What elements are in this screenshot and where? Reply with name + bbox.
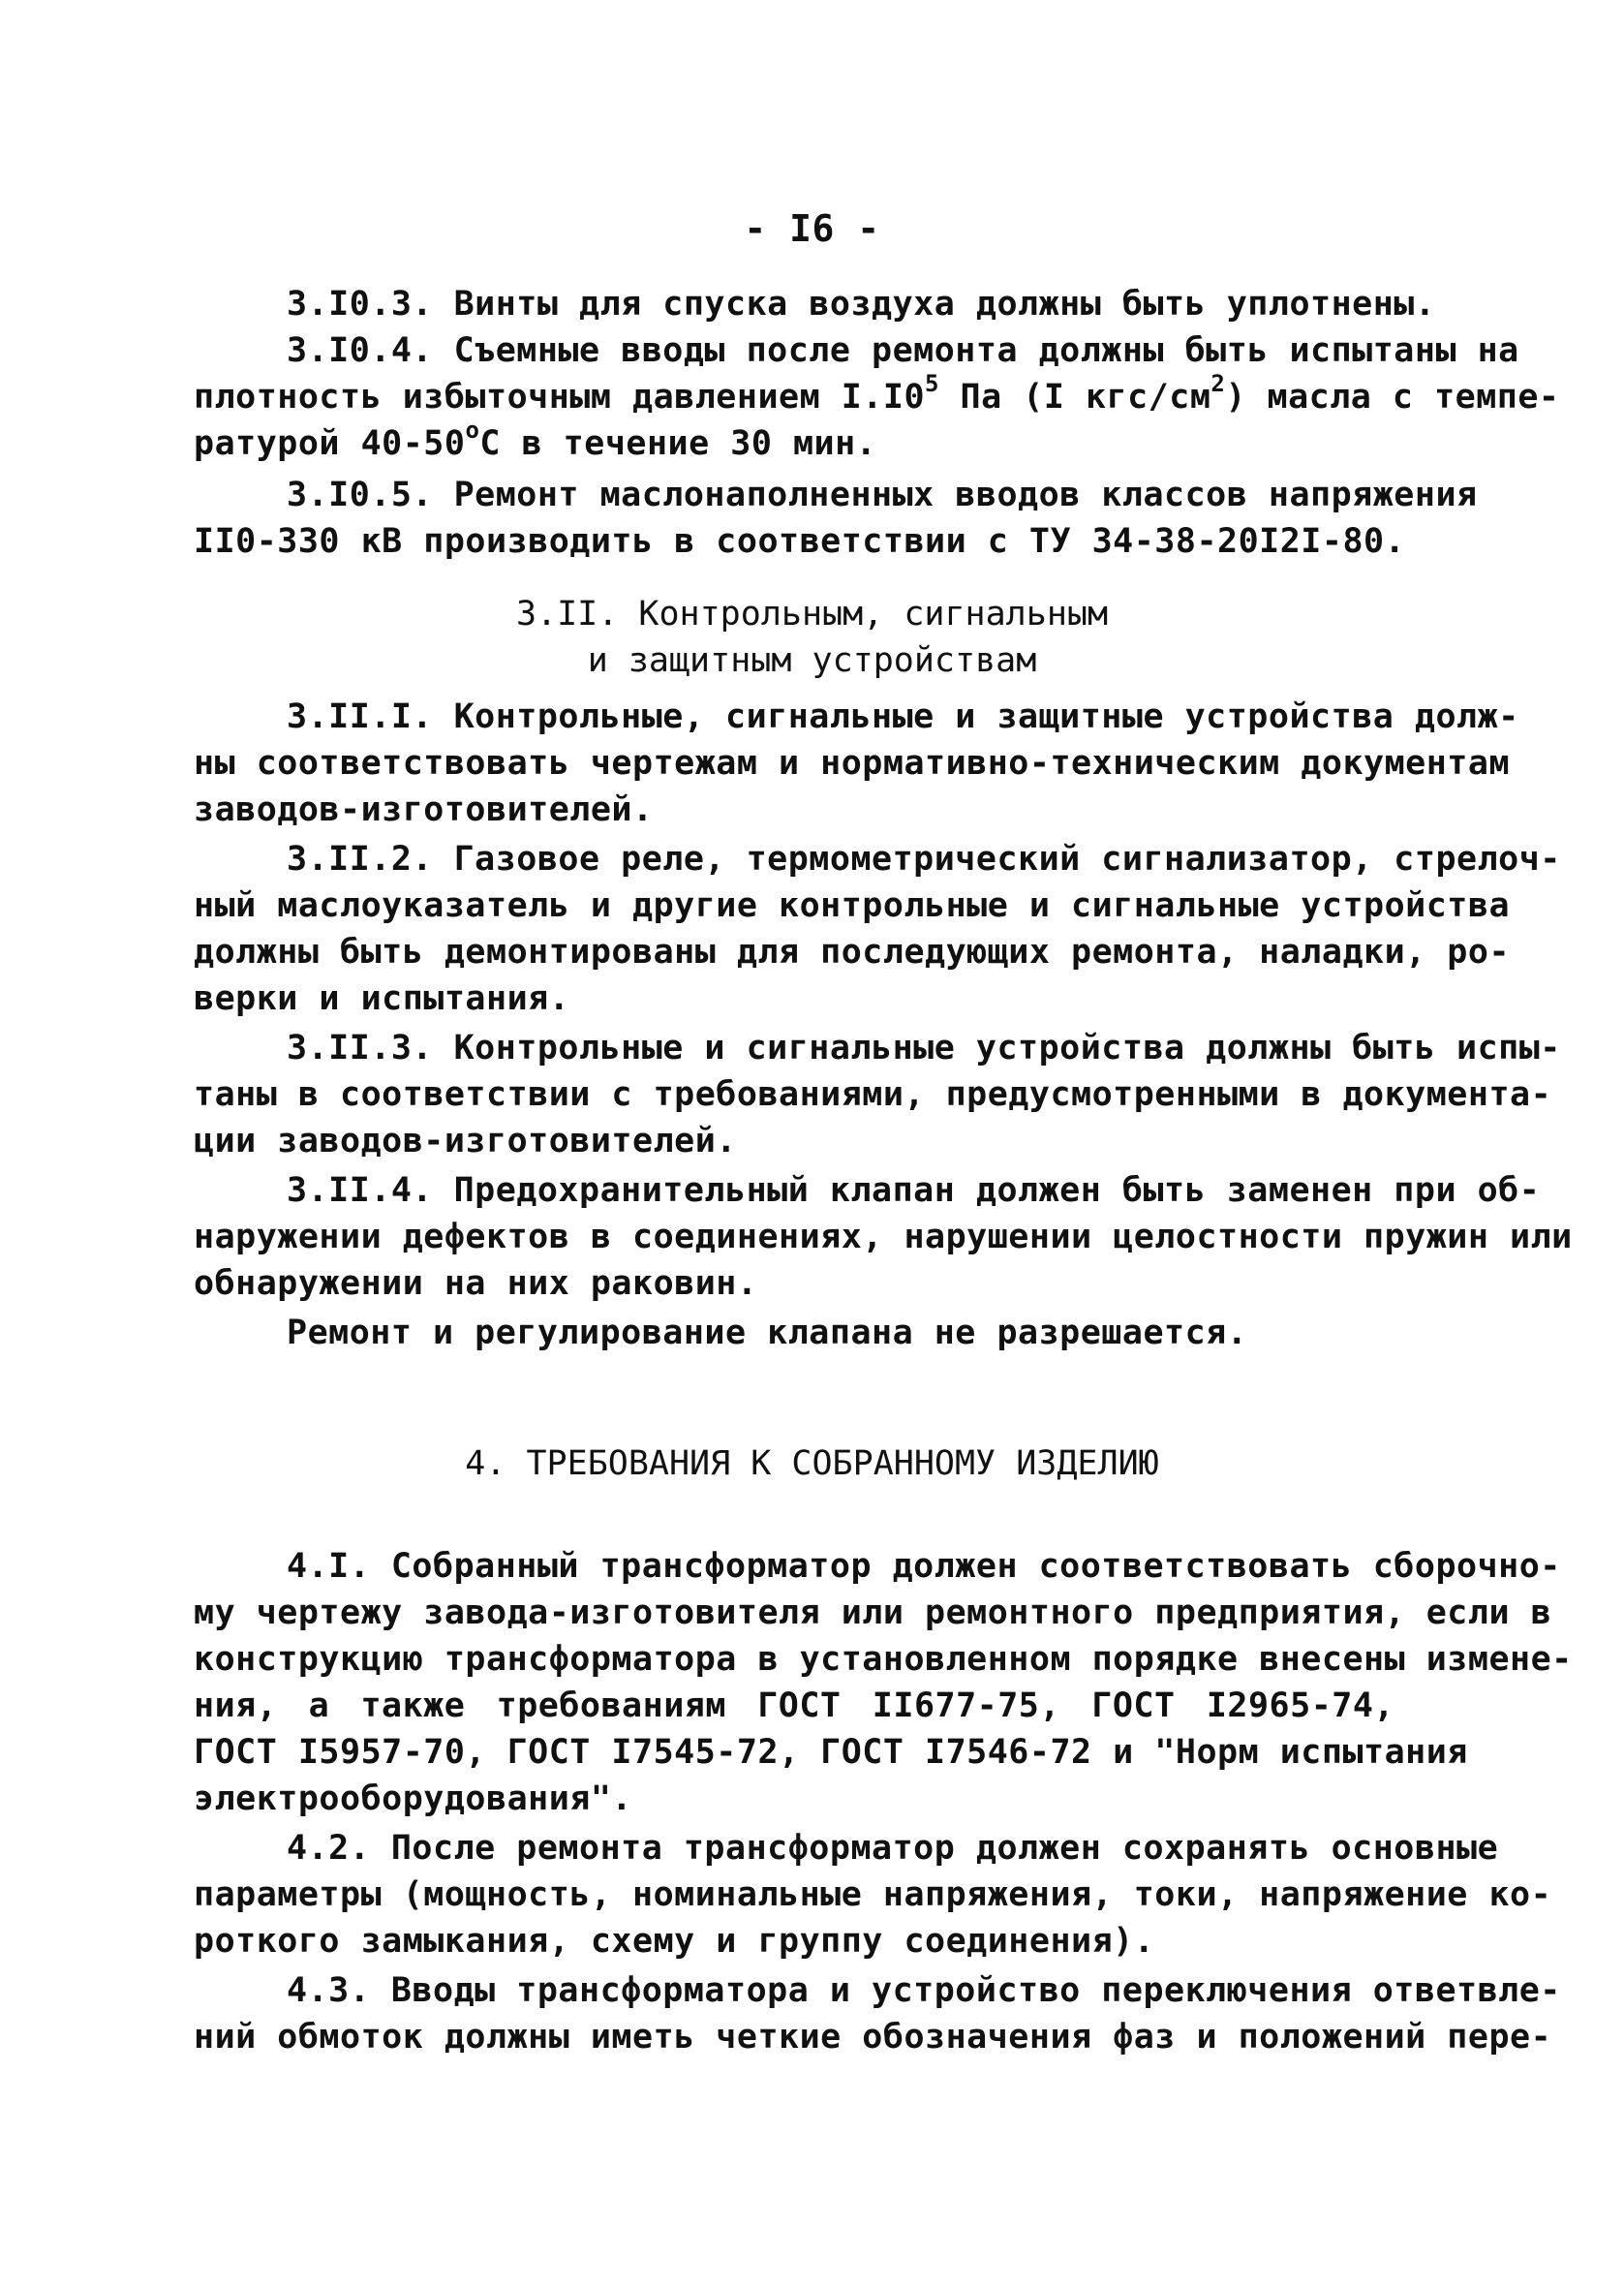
paragraph-3-11-4-line-2: наружении дефектов в соединениях, нарушении целостности пружин или: [194, 1218, 1573, 1256]
text-segment: ратурой 40-50: [194, 424, 466, 463]
paragraph-4-2-line-1: 4.2. После ремонта трансформатор должен сохранять основные: [287, 1829, 1499, 1868]
section-heading-3-11-line-2: и защитным устройствам: [587, 641, 1037, 680]
paragraph-4-1-line-3: конструкцию трансформатора в установленном порядке внесены измене-: [194, 1640, 1573, 1679]
paragraph-4-2-line-2: параметры (мощность, номинальные напряжения, токи, напряжение ко-: [194, 1875, 1552, 1914]
paragraph-4-3-line-1: 4.3. Вводы трансформатора и устройство переключения ответвле-: [287, 1971, 1561, 2010]
section-heading-4: 4. ТРЕБОВАНИЯ К СОБРАННОМУ ИЗДЕЛИЮ: [465, 1444, 1159, 1483]
paragraph-3-10-4-line-3: [194, 417, 1491, 467]
paragraph-3-10-4-line-1: 3.I0.4. Съемные вводы после ремонта должны быть испытаны на: [287, 331, 1519, 370]
text-segment: плотность избыточным давлением I.I0: [194, 378, 926, 417]
superscript: 5: [925, 370, 939, 398]
paragraph-4-2-line-3: роткого замыкания, схему и группу соединения).: [194, 1922, 1155, 1961]
page-number: - I6 -: [744, 207, 880, 250]
section-heading-3-11-line-1: 3.II. Контрольным, сигнальным: [515, 595, 1109, 634]
paragraph-4-1-line-2: му чертежу завода-изготовителя или ремонтного предприятия, если в: [194, 1593, 1552, 1632]
paragraph-3-11-4-line-1: 3.II.4. Предохранительный клапан должен быть заменен при об-: [287, 1171, 1541, 1210]
paragraph-3-11-4-line-3: обнаружении на них раковин.: [194, 1264, 758, 1303]
paragraph-4-1-line-4: ния, а также требованиям ГОСТ II677-75, ГОСТ I2965-74,: [194, 1686, 1394, 1725]
paragraph-3-11-1-line-2: ны соответствовать чертежам и нормативно-техническим документам: [194, 744, 1511, 783]
paragraph-4-1-line-1: 4.I. Собранный трансформатор должен соответствовать сборочно-: [287, 1547, 1561, 1586]
paragraph-3-10-5-line-1: 3.I0.5. Ремонт маслонаполненных вводов классов напряжения: [287, 476, 1478, 514]
paragraph-4-3-line-2: ний обмоток должны иметь четкие обозначения фаз и положений пере-: [194, 2018, 1552, 2057]
paragraph-3-11-1-line-3: заводов-изготовителей.: [194, 790, 654, 829]
paragraph-3-11-3-line-1: 3.II.3. Контрольные и сигнальные устройства должны быть испы-: [287, 1029, 1561, 1067]
paragraph-3-11-3-line-3: ции заводов-изготовителей.: [194, 1122, 737, 1160]
paragraph-3-11-2-line-1: 3.II.2. Газовое реле, термометрический сигнализатор, стрелоч-: [287, 840, 1561, 879]
paragraph-4-1-line-6: электрооборудования".: [194, 1779, 633, 1818]
paragraph-4-1-line-5: ГОСТ I5957-70, ГОСТ I7545-72, ГОСТ I7546-72 и "Норм испытания: [194, 1733, 1468, 1772]
paragraph-3-11-1-line-1: 3.II.I. Контрольные, сигнальные и защитные устройства долж-: [287, 697, 1519, 736]
paragraph-3-11-3-line-2: таны в соответствии с требованиями, предусмотренными в документа-: [194, 1075, 1552, 1114]
paragraph-3-10-5-line-2: II0-330 кВ производить в соответствии с ТУ 34-38-20I2I-80.: [194, 522, 1406, 561]
paragraph-3-11-2-line-3: должны быть демонтированы для последующих ремонта, наладки, ро-: [194, 933, 1511, 972]
paragraph-3-11-4-line-4: Ремонт и регулирование клапана не разрешается.: [287, 1314, 1248, 1352]
paragraph-3-11-2-line-4: верки и испытания.: [194, 979, 570, 1018]
text-segment: Па (I кгс/см: [938, 378, 1211, 417]
paragraph-3-10-4-line-2: [194, 370, 1560, 420]
superscript: о: [465, 417, 480, 445]
superscript: 2: [1210, 370, 1226, 398]
text-segment: ) масла с темпе-: [1225, 378, 1560, 417]
paragraph-3-10-3: 3.I0.3. Винты для спуска воздуха должны быть уплотнены.: [287, 285, 1436, 324]
text-segment: С в течение 30 мин.: [479, 424, 877, 463]
paragraph-3-11-2-line-2: ный маслоуказатель и другие контрольные и сигнальные устройства: [194, 886, 1511, 925]
